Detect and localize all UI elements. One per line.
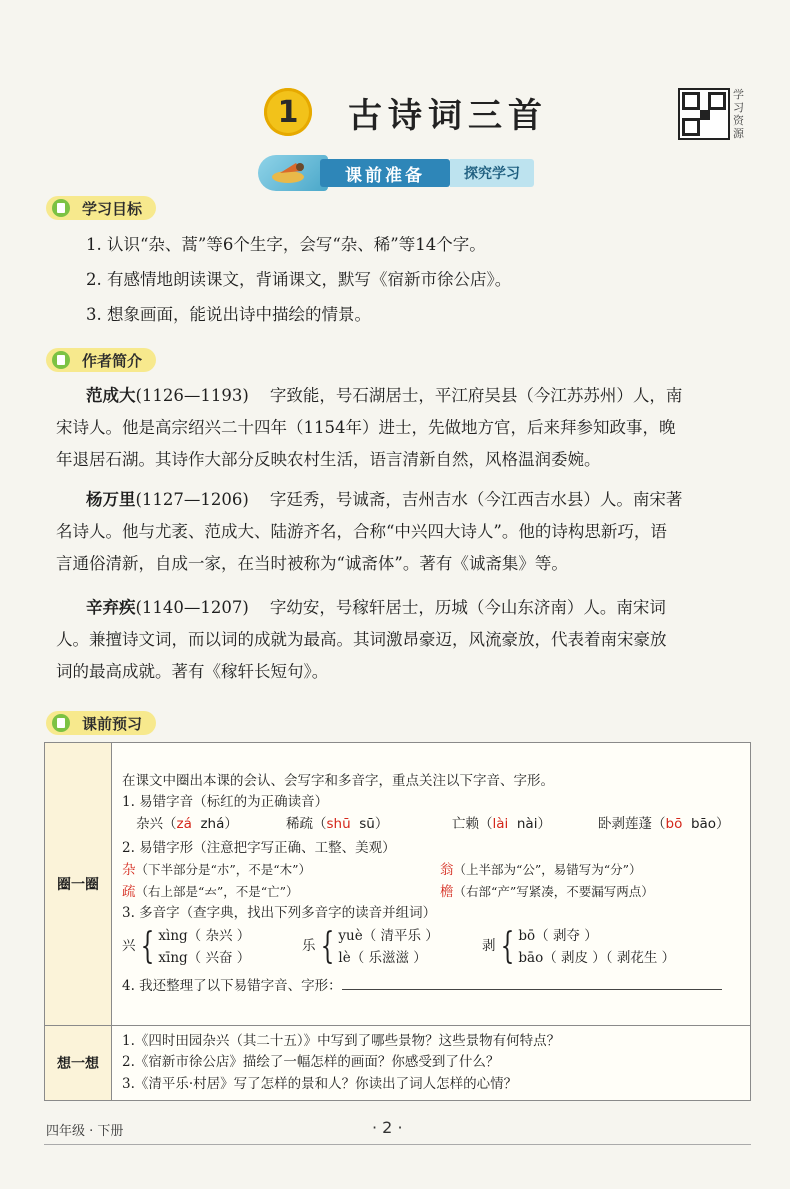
author-line: 字致能，号石湖居士，平江府吴县（今江苏苏州）人，南 <box>269 386 683 405</box>
preview-heading-text: 课前预习 <box>82 714 143 733</box>
pron-word: 卧剥莲蓬 <box>598 815 652 832</box>
author-line: 词的最高成就。著有《稼轩长短句》。 <box>56 662 329 681</box>
table-row-circle <box>45 743 751 1026</box>
shape-row <box>122 859 740 881</box>
poly-char: 乐 <box>302 938 316 954</box>
poly-reading: yuè（ 清平乐 ） <box>338 927 439 944</box>
poly-reading: bāo（ 剥皮 ）（ 剥花生 ） <box>518 949 676 966</box>
shape-note: （下半部分是“朩”，不是“木”） <box>135 862 312 878</box>
think-content <box>112 1026 751 1101</box>
author-name: 杨万里 <box>86 490 136 509</box>
goals-heading <box>46 196 156 220</box>
pron-row <box>122 814 740 838</box>
shape-note: （右上部是“𠫓”，不是“亡”） <box>135 884 299 900</box>
section-heading <box>46 348 156 372</box>
pron-wrong: bāo <box>690 815 717 832</box>
author-block-yang <box>56 484 752 580</box>
goal-item: 3. 想象画面，能说出诗中描绘的情景。 <box>86 305 371 324</box>
author-years: (1127—1206) <box>135 490 249 509</box>
shape-row <box>122 881 740 903</box>
section-heading <box>46 711 156 735</box>
author-line: 年退居石湖。其诗作大部分反映农村生活，语言清新自然，风格温润委婉。 <box>56 450 601 469</box>
shape-note: （上半部为“公”，易错写为“分”） <box>453 862 642 878</box>
row-label: 想一想 <box>45 1026 112 1101</box>
circle-intro: 在课文中圈出本课的会认、会写字和多音字，重点关注以下字音、字形。 <box>122 772 554 789</box>
pron-word: 稀疏 <box>286 815 313 832</box>
pron-word: 亡赖 <box>452 815 479 832</box>
footer-divider <box>44 1144 751 1145</box>
lesson-number-badge <box>264 88 312 136</box>
page-number: · 2 · <box>372 1118 403 1137</box>
think-question: 2.《宿新市徐公店》描绘了一幅怎样的画面？你感受到了什么？ <box>122 1054 500 1071</box>
brace-icon: { <box>320 925 334 967</box>
section-heading <box>46 196 156 220</box>
think-question: 1.《四时田园杂兴（其二十五）》中写到了哪些景物？这些景物有何特点？ <box>122 1032 561 1049</box>
poly-item <box>122 925 250 969</box>
prep-main-label: 课前准备 <box>320 159 450 187</box>
qr-center <box>700 110 710 120</box>
pron-item: 亡赖（lài nài） <box>452 815 551 832</box>
extra-prompt: 4. 我还整理了以下易错字音、字形： <box>122 977 342 994</box>
qr-finder-tl <box>682 92 700 110</box>
pron-correct: shū <box>326 815 351 832</box>
pron-word: 杂兴 <box>136 815 163 832</box>
shape-char: 杂 <box>122 862 136 879</box>
circle-content <box>112 743 751 1026</box>
shape-item <box>122 881 299 904</box>
pron-correct: bō <box>665 815 683 832</box>
author-block-fan <box>56 380 752 476</box>
poly-title: 3. 多音字（查字典，找出下列多音字的读音并组词） <box>122 905 437 922</box>
row-label: 圈一圈 <box>45 743 112 1026</box>
pron-item: 卧剥莲蓬（bō bāo） <box>598 815 730 832</box>
pron-title: 1. 易错字音（标红的为正确读音） <box>122 794 329 811</box>
book-icon <box>52 199 70 217</box>
poly-char: 兴 <box>122 938 136 954</box>
shape-char: 翁 <box>440 862 454 879</box>
page-title: 古诗词三首 <box>348 96 548 136</box>
shape-title: 2. 易错字形（注意把字写正确、工整、美观） <box>122 839 396 856</box>
poly-reading: bō（ 剥夺 ） <box>518 927 598 944</box>
goals-heading-text: 学习目标 <box>82 199 143 218</box>
goal-item: 2. 有感情地朗读课文，背诵课文，默写《宿新市徐公店》。 <box>86 270 512 289</box>
shape-item <box>440 881 654 904</box>
pron-wrong: sū <box>359 815 375 832</box>
poly-char: 剥 <box>482 938 496 954</box>
goal-item: 1. 认识“杂、蒿”等6个生字，会写“杂、稀”等14个字。 <box>86 235 486 254</box>
poly-item <box>302 925 439 969</box>
qr-label: 学习资源 <box>733 88 744 140</box>
answer-blank[interactable] <box>342 975 722 990</box>
poly-reading: xìng（ 杂兴 ） <box>158 927 251 944</box>
author-line: 字幼安，号稼轩居士，历城（今山东济南）人。南宋词 <box>269 598 666 617</box>
shape-note: （右部“产”写紧凑，不要漏写两点） <box>453 884 654 900</box>
pron-wrong: zhá <box>200 815 225 832</box>
qr-finder-bl <box>682 118 700 136</box>
book-icon <box>52 714 70 732</box>
shape-item <box>440 859 642 882</box>
brace-icon: { <box>500 925 514 967</box>
table-row-think <box>45 1026 751 1101</box>
author-block-xin <box>56 592 752 688</box>
pron-item: 稀疏（shū sū） <box>286 815 389 832</box>
authors-heading-text: 作者简介 <box>82 351 143 370</box>
preview-heading <box>46 711 156 735</box>
author-line: 人。兼擅诗文词，而以词的成就为最高。其词激昂豪迈，风流豪放，代表着南宋豪放 <box>56 630 667 649</box>
pron-correct: zá <box>176 815 192 832</box>
authors-heading <box>46 348 156 372</box>
bird-decoration-icon <box>258 155 328 191</box>
shape-item <box>122 859 311 882</box>
poly-row <box>122 925 740 975</box>
book-icon <box>52 351 70 369</box>
author-line: 名诗人。他与尤袤、范成大、陆游齐名，合称“中兴四大诗人”。他的诗构思新巧，语 <box>56 522 667 541</box>
qr-finder-tr <box>708 92 726 110</box>
qr-code-icon[interactable] <box>678 88 730 140</box>
think-question: 3.《清平乐·村居》写了怎样的景和人？你读出了词人怎样的心情？ <box>122 1075 518 1092</box>
prep-sub-label: 探究学习 <box>450 159 534 187</box>
pron-correct: lài <box>492 815 509 832</box>
author-years: (1126—1193) <box>135 386 249 405</box>
author-years: (1140—1207) <box>135 598 249 617</box>
shape-char: 疏 <box>122 884 136 901</box>
prep-banner <box>258 155 536 191</box>
author-line: 字廷秀，号诚斋，吉州吉水（今江西吉水县）人。南宋著 <box>269 490 683 509</box>
lesson-number: 1 <box>277 94 299 130</box>
footer-grade: 四年级 · 下册 <box>46 1124 124 1139</box>
poly-reading: xīng（ 兴奋 ） <box>158 949 251 966</box>
extra-row <box>122 975 740 998</box>
brace-icon: { <box>140 925 154 967</box>
author-name: 范成大 <box>86 386 136 405</box>
shape-char: 檐 <box>440 884 454 901</box>
author-line: 言通俗清新，自成一家，在当时被称为“诚斋体”。著有《诚斋集》等。 <box>56 554 568 573</box>
poly-item <box>482 925 675 969</box>
author-name: 辛弃疾 <box>86 598 136 617</box>
author-line: 宋诗人。他是高宗绍兴二十四年（1154年）进士，先做地方官，后来拜参知政事，晚 <box>56 418 676 437</box>
preview-table <box>44 742 751 1101</box>
pron-wrong: nài <box>516 815 538 832</box>
poly-reading: lè（ 乐滋滋 ） <box>338 949 427 966</box>
pron-item: 杂兴（zá zhá） <box>136 815 238 832</box>
